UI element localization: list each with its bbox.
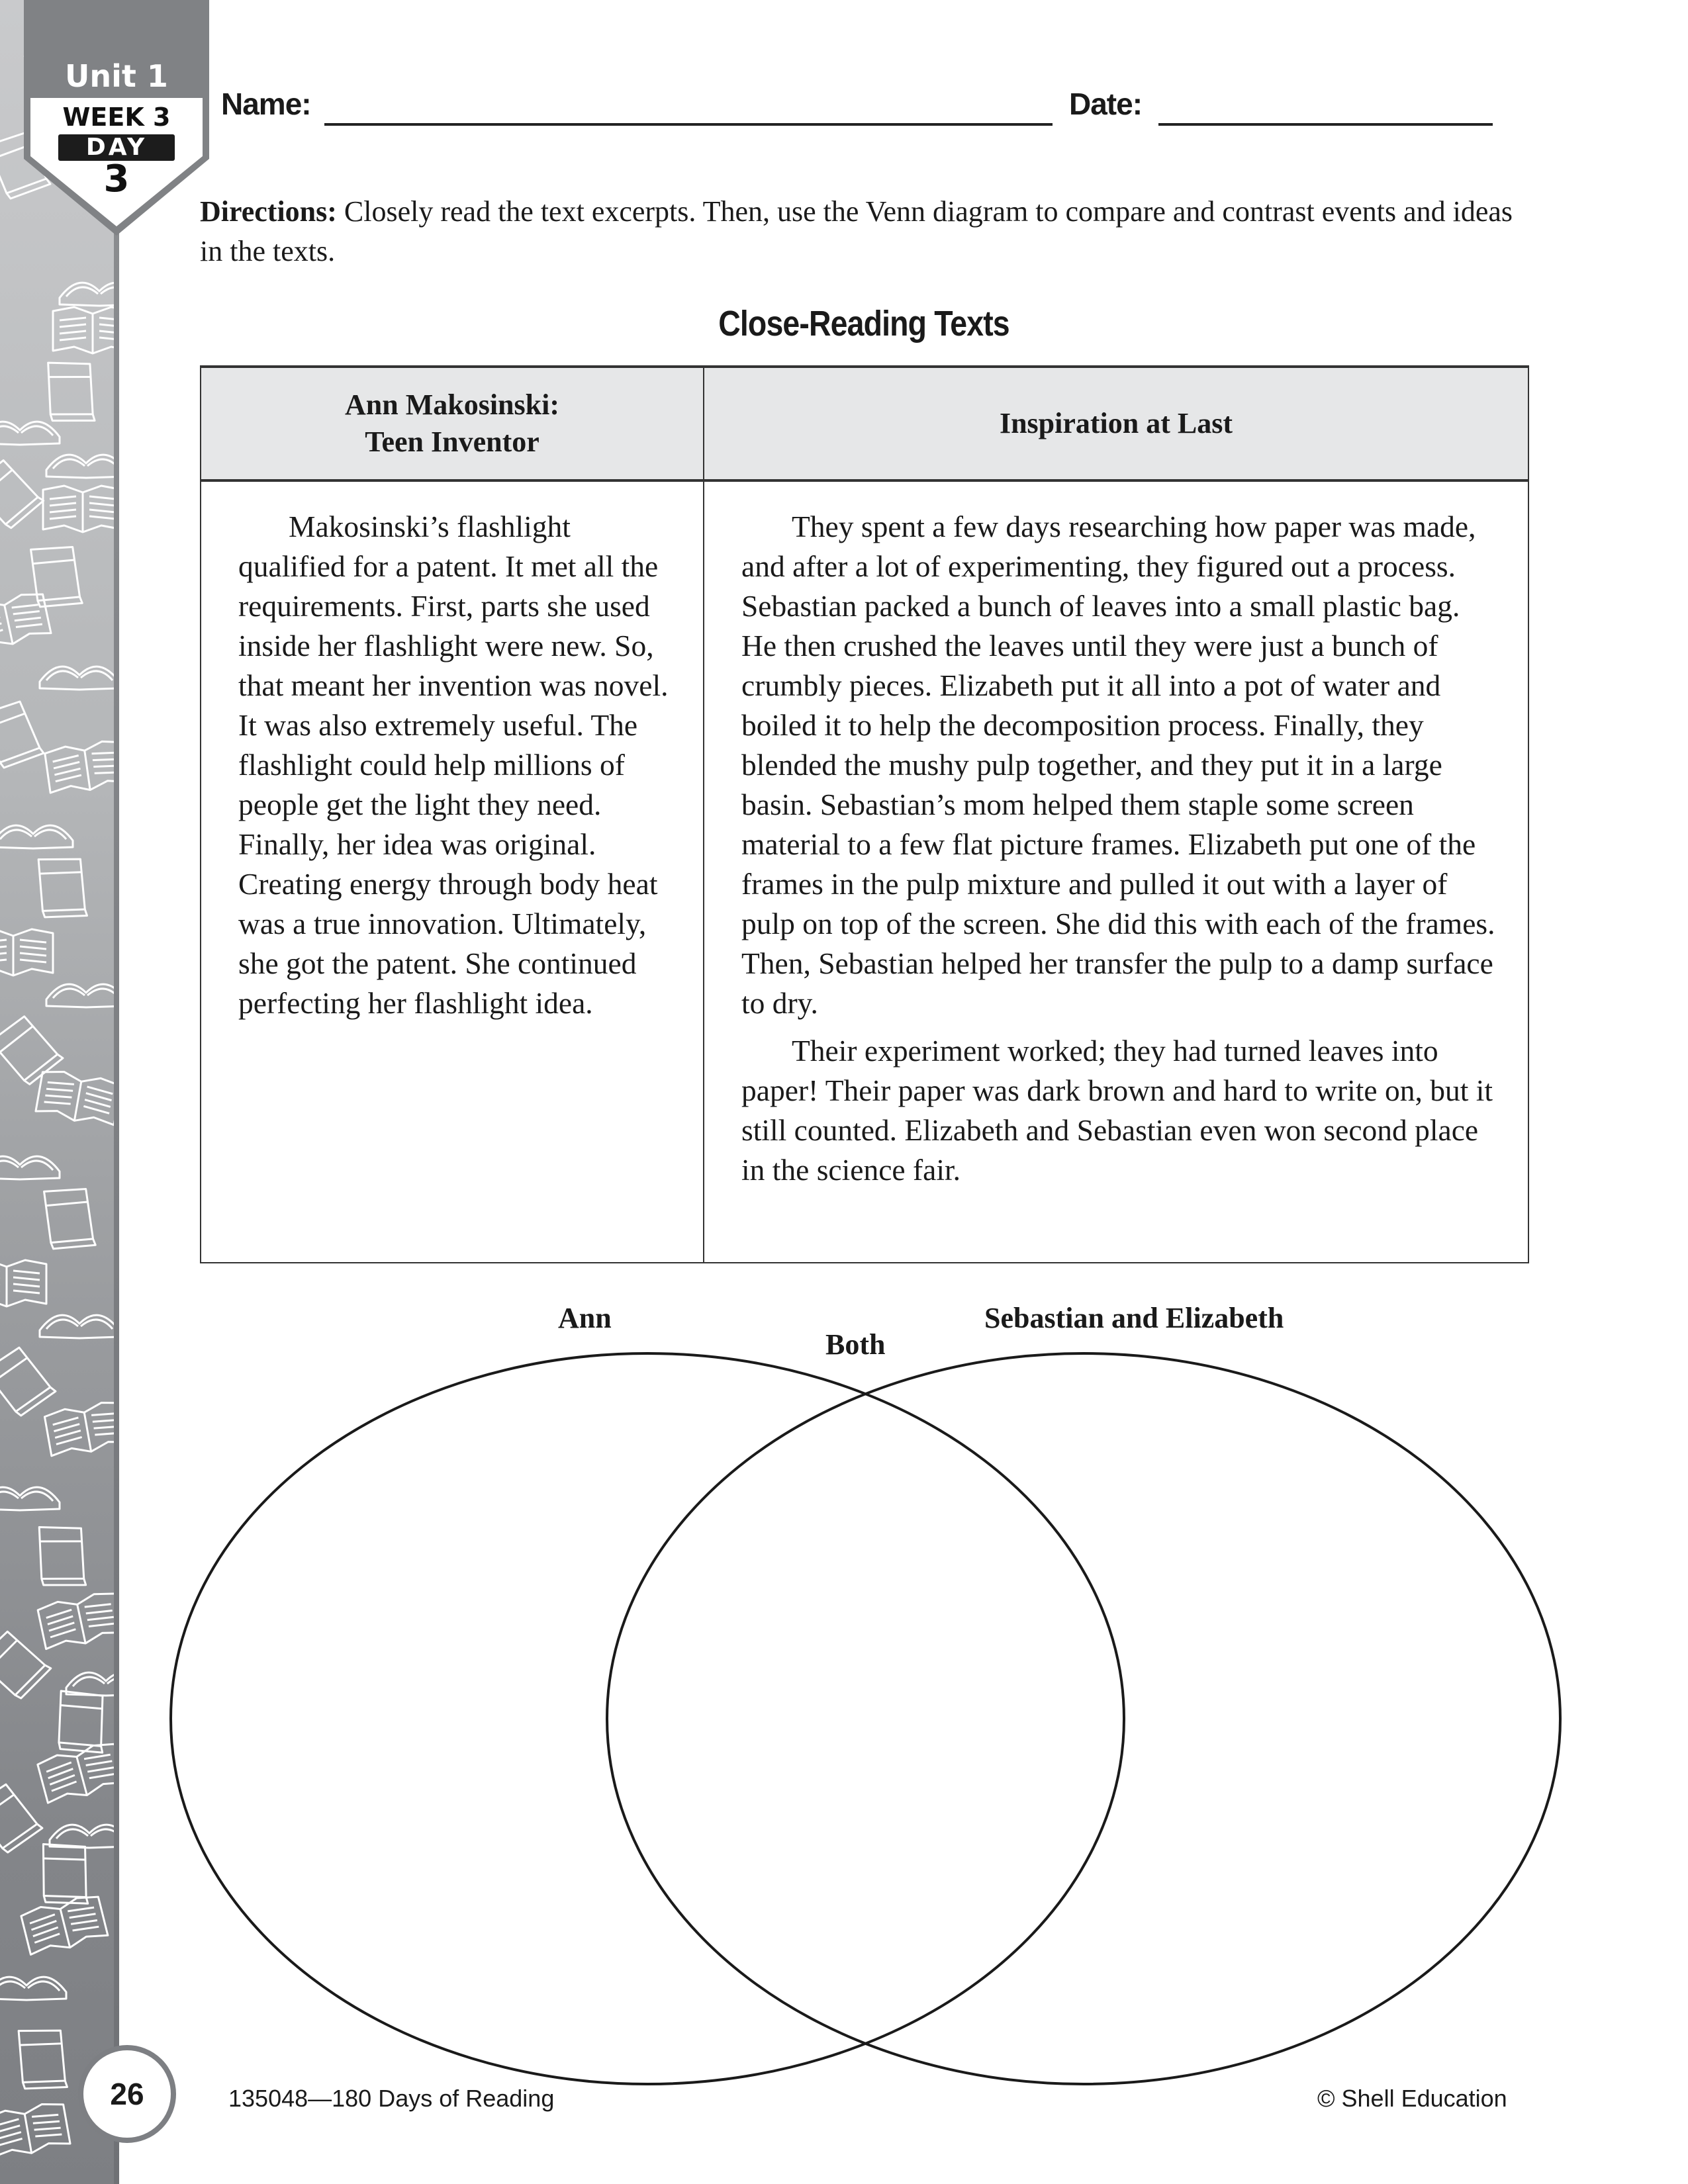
directions-text: Closely read the text excerpts. Then, use the Venn diagram to compare and contrast events and ideas in the texts. — [200, 195, 1513, 267]
venn-label-ann: Ann — [558, 1302, 612, 1334]
excerpt-paragraph: Their experiment worked; they had turned leaves into paper! Their paper was dark brown and hard to write on, but it still counted. Elizabeth and Sebastian even won second place in the science fair. — [741, 1034, 1493, 1187]
venn-circle-sebastian-elizabeth[interactable] — [607, 1353, 1560, 2084]
heading-line-2: Teen Inventor — [365, 426, 539, 458]
venn-circle-ann[interactable] — [171, 1353, 1124, 2084]
name-label: Name: — [221, 87, 311, 121]
unit-label: Unit 1 — [65, 58, 168, 94]
excerpt-paragraph: They spent a few days researching how paper was made, and after a lot of experimenting, they figured out a process. Sebastian packed a bunch of leaves into a small plastic bag. He then crushed the leaves until they were just a bunch of crumbly pieces. Elizabeth put it all into a pot of water and boiled it to help the decomposition process. Finally, they blended the mushy pulp together, and they put it in a large basin. Sebastian’s mom helped them staple some screen material to a few flat picture frames. Elizabeth put one of the frames in the pulp mixture and pulled it out with a layer of pulp on top of the screen. She did this with each of the frames. Then, Sebastian helped her transfer the pulp to a damp surface to dry. — [741, 510, 1495, 1020]
footer-book-title: 135048—180 Days of Reading — [228, 2085, 555, 2112]
heading-line-1: Ann Makosinski: — [344, 388, 559, 421]
venn-label-sebastian-elizabeth: Sebastian and Elizabeth — [984, 1302, 1284, 1334]
section-title: Close-Reading Texts — [718, 304, 1009, 343]
date-label: Date: — [1069, 87, 1143, 121]
week-label: WEEK 3 — [62, 103, 171, 132]
excerpt-paragraph: Makosinski’s flashlight qualified for a patent. It met all the requirements. First, parts she used inside her flashlight were new. So, that meant her invention was novel. It was also extremely useful. The flashlight could help millions of people get the light they need. Finally, her idea was original. Creating energy through body heat was a true innovation. Ultimately, she got the patent. She continued perfecting her flashlight idea. — [238, 510, 669, 1020]
day-number: 3 — [103, 158, 130, 201]
venn-label-both: Both — [825, 1328, 886, 1361]
page-number: 26 — [78, 2045, 176, 2143]
day-label: DAY — [58, 134, 175, 161]
footer-copyright: © Shell Education — [1317, 2085, 1507, 2112]
heading-line-1: Inspiration at Last — [999, 407, 1233, 439]
directions-label: Directions: — [200, 195, 337, 228]
